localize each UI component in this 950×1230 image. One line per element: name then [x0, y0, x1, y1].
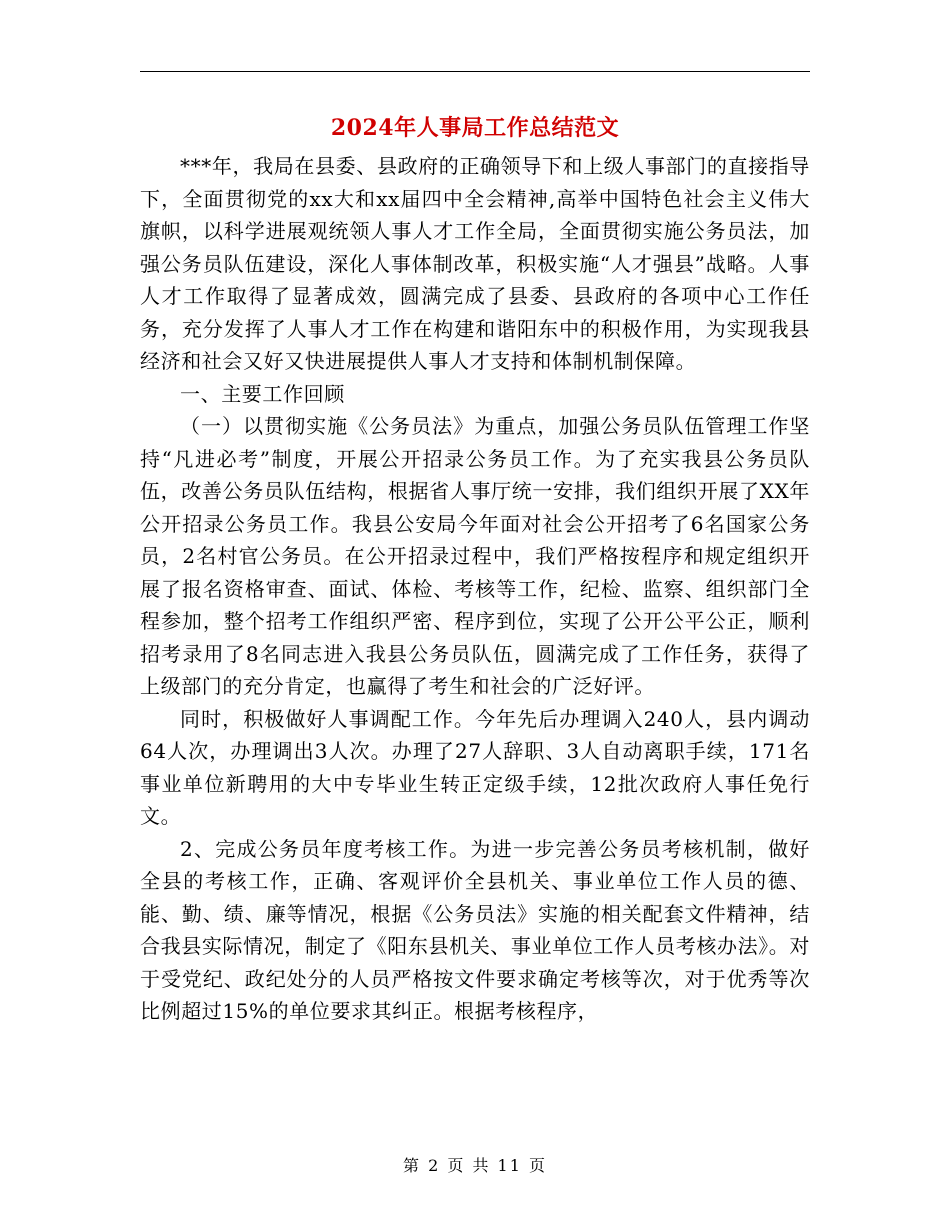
header-rule: [140, 71, 810, 72]
section-heading: 一、主要工作回顾: [180, 381, 345, 406]
document-title: 2024年人事局工作总结范文: [330, 115, 620, 141]
paragraph-intro: ***年，我局在县委、县政府的正确领导下和上级人事部门的直接指导下，全面贯彻党的xx大和xx届四中全会精神,高举中国特色社会主义伟大旗帜，以科学进展观统领人事人才工作全局，全面贯彻实施公务员法，加强公务员队伍建设，深化人事体制改革，积极实施“人才强县”战略。人事人才工作取得了显著成效，圆满完成了县委、县政府的各项中心工作任务，充分发挥了人事人才工作在构建和谐阳东中的积极作用，为实现我县经济和社会又好又快进展提供人事人才支持和体制机制保障。: [140, 154, 810, 373]
paragraph-transfers: 同时，积极做好人事调配工作。今年先后办理调入240人，县内调动64人次，办理调出3人次。办理了27人辞职、3人自动离职手续，171名事业单位新聘用的大中专毕业生转正定级手续，12批次政府人事任免行文。: [140, 706, 810, 828]
page-number: 第 2 页 共 11 页: [403, 1156, 547, 1175]
document-body: [140, 150, 810, 1028]
paragraph-recruitment: （一）以贯彻实施《公务员法》为重点，加强公务员队伍管理工作坚持“凡进必考”制度，开展公开招录公务员工作。为了充实我县公务员队伍，改善公务员队伍结构，根据省人事厅统一安排，我们组织开展了XX年公开招录公务员工作。我县公安局今年面对社会公开招考了6名国家公务员，2名村官公务员。在公开招录过程中，我们严格按程序和规定组织开展了报名资格审查、面试、体检、考核等工作，纪检、监察、组织部门全程参加，整个招考工作组织严密、程序到位，实现了公开公平公正，顺利招考录用了8名同志进入我县公务员队伍，圆满完成了工作任务，获得了上级部门的充分肯定，也赢得了考生和社会的广泛好评。: [140, 414, 810, 698]
paragraph-assessment: 2、完成公务员年度考核工作。为进一步完善公务员考核机制，做好全县的考核工作，正确、客观评价全县机关、事业单位工作人员的德、能、勤、绩、廉等情况，根据《公务员法》实施的相关配套文件精神，结合我县实际情况，制定了《阳东县机关、事业单位工作人员考核办法》。对于受党纪、政纪处分的人员严格按文件要求确定考核等次，对于优秀等次比例超过15%的单位要求其纠正。根据考核程序，: [140, 836, 810, 1023]
